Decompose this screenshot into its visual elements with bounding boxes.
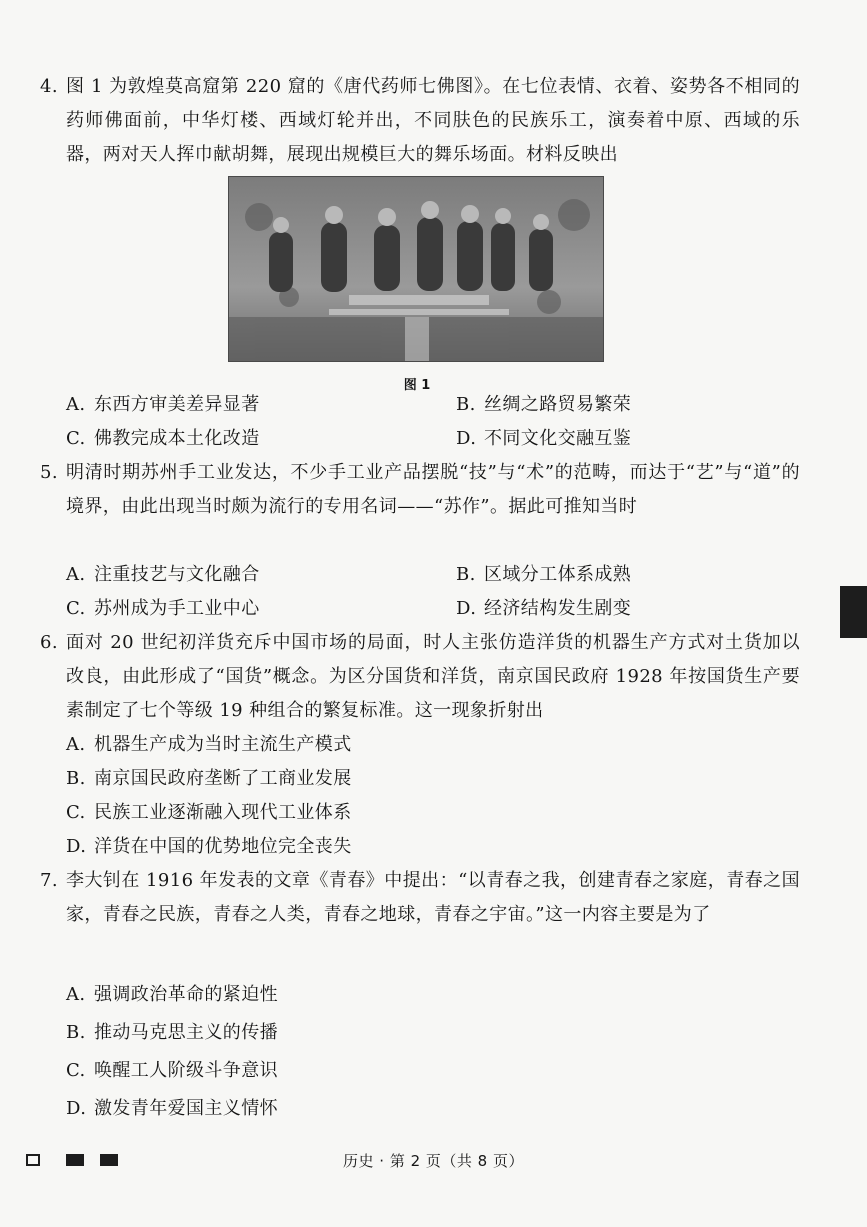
question-number: 7. — [40, 870, 58, 891]
mural-image — [229, 177, 603, 361]
option-text: 激发青年爱国主义情怀 — [94, 1098, 278, 1119]
option-text: 推动马克思主义的传播 — [94, 1022, 278, 1043]
option-7d[interactable] — [66, 1094, 278, 1124]
option-text: 机器生产成为当时主流生产模式 — [94, 734, 352, 755]
question-stem: 明清时期苏州手工业发达，不少手工业产品摆脱“技”与“术”的范畴，而达于“艺”与“道”的境界，由此出现当时颇为流行的专用名词——“苏作”。据此可推知当时 — [66, 462, 800, 517]
figure-caption: 图 1 — [403, 378, 431, 393]
option-letter: C. — [66, 802, 86, 823]
option-letter: A. — [66, 984, 86, 1005]
question-stem: 面对 20 世纪初洋货充斥中国市场的局面，时人主张仿造洋货的机器生产方式对土货加以改良，由此形成了“国货”概念。为区分国货和洋货，南京国民政府 1928 年按国货生产要素制定了七个等级 19 种组合的繁复标准。这一现象折射出 — [66, 632, 800, 721]
option-6a[interactable] — [66, 730, 352, 760]
option-4d[interactable] — [456, 424, 631, 454]
option-letter: D. — [66, 836, 87, 857]
option-letter: D. — [456, 428, 477, 449]
option-5a[interactable] — [66, 560, 260, 590]
option-6c[interactable] — [66, 798, 352, 828]
option-6b[interactable] — [66, 764, 352, 794]
question-stem: 图 1 为敦煌莫高窟第 220 窟的《唐代药师七佛图》。在七位表情、衣着、姿势各不相同的药师佛面前，中华灯楼、西域灯轮并出，不同肤色的民族乐工，演奏着中原、西域的乐器，两对天人挥巾献胡舞，展现出规模巨大的舞乐场面。材料反映出 — [66, 76, 800, 165]
option-letter: C. — [66, 428, 86, 449]
option-7b[interactable] — [66, 1018, 278, 1048]
option-text: 佛教完成本土化改造 — [94, 428, 260, 449]
question-4 — [40, 70, 800, 172]
option-text: 丝绸之路贸易繁荣 — [484, 394, 632, 415]
question-number: 6. — [40, 632, 58, 653]
option-7a[interactable] — [66, 980, 278, 1010]
option-text: 民族工业逐渐融入现代工业体系 — [94, 802, 352, 823]
option-5c[interactable] — [66, 594, 260, 624]
option-5b[interactable] — [456, 560, 631, 590]
option-6d[interactable] — [66, 832, 352, 862]
option-letter: A. — [66, 394, 86, 415]
option-5d[interactable] — [456, 594, 631, 624]
question-number: 4. — [40, 76, 58, 97]
option-letter: B. — [456, 564, 476, 585]
option-7c[interactable] — [66, 1056, 278, 1086]
option-text: 唤醒工人阶级斗争意识 — [94, 1060, 278, 1081]
question-6 — [40, 626, 800, 728]
option-4c[interactable] — [66, 424, 260, 454]
question-7 — [40, 864, 800, 932]
option-text: 经济结构发生剧变 — [484, 598, 632, 619]
option-4b[interactable] — [456, 390, 631, 420]
option-letter: A. — [66, 564, 86, 585]
option-text: 东西方审美差异显著 — [94, 394, 260, 415]
option-letter: D. — [66, 1098, 87, 1119]
question-number: 5. — [40, 462, 58, 483]
option-text: 不同文化交融互鉴 — [484, 428, 632, 449]
option-text: 洋货在中国的优势地位完全丧失 — [94, 836, 352, 857]
option-letter: A. — [66, 734, 86, 755]
mural-figure — [228, 176, 604, 362]
option-letter: B. — [66, 1022, 86, 1043]
option-letter: C. — [66, 1060, 86, 1081]
option-text: 区域分工体系成熟 — [484, 564, 632, 585]
option-text: 强调政治革命的紧迫性 — [94, 984, 278, 1005]
side-tab-marker — [840, 586, 867, 638]
option-text: 苏州成为手工业中心 — [94, 598, 260, 619]
option-letter: B. — [456, 394, 476, 415]
option-text: 南京国民政府垄断了工商业发展 — [94, 768, 352, 789]
page-footer: 历史 · 第 2 页（共 8 页） — [343, 1152, 524, 1170]
question-stem: 李大钊在 1916 年发表的文章《青春》中提出：“以青春之我，创建青春之家庭，青春之国家，青春之民族，青春之人类，青春之地球，青春之宇宙。”这一内容主要是为了 — [66, 870, 800, 925]
option-letter: B. — [66, 768, 86, 789]
option-text: 注重技艺与文化融合 — [94, 564, 260, 585]
option-4a[interactable] — [66, 390, 260, 420]
question-5 — [40, 456, 800, 524]
option-letter: C. — [66, 598, 86, 619]
option-letter: D. — [456, 598, 477, 619]
